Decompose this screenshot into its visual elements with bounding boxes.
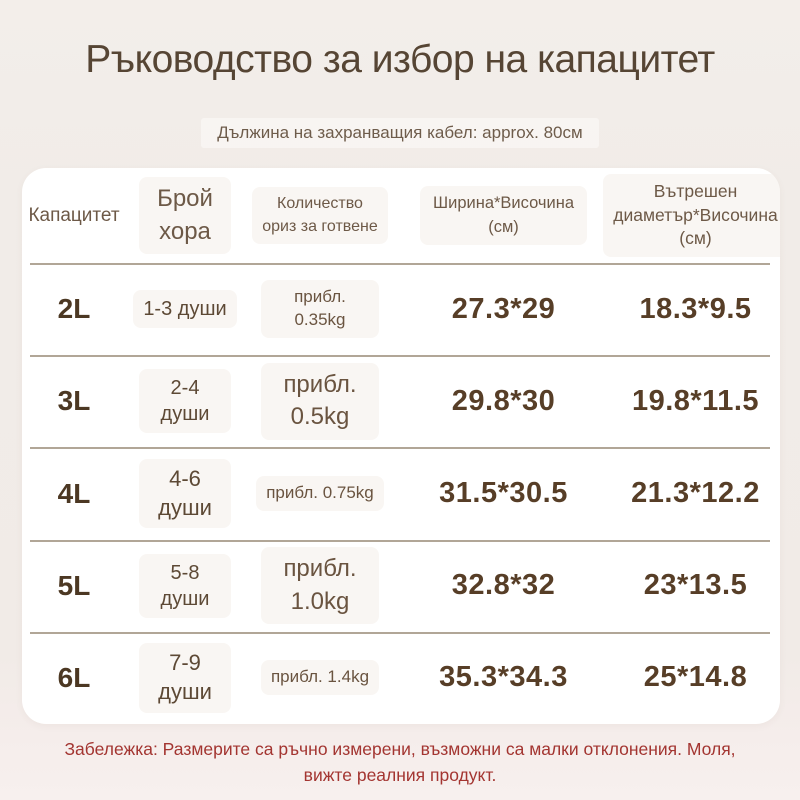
subtitle-wrap <box>0 118 800 148</box>
capacity-cell: 5L <box>57 569 91 601</box>
width-height-cell: 27.3*29 <box>451 292 556 325</box>
people-cell: 2-4 души <box>126 355 244 447</box>
page-title: Ръководство за избор на капацитет <box>85 38 715 81</box>
column-header-people: Брой хора <box>126 168 244 263</box>
people-cell: 7-9 души <box>126 632 244 724</box>
width-height-cell: 31.5*30.5 <box>439 477 568 509</box>
disclaimer-note: Забележка: Размерите са ръчно измерени, възможни са малки отклонения. Моля, вижте реалния продукт. <box>64 739 736 786</box>
inner-diameter-cell: 19.8*11.5 <box>631 384 760 417</box>
cable-length-subtitle: Дължина на захранващия кабел: approx. 80см <box>201 118 598 148</box>
capacity-cell: 6L <box>57 661 91 693</box>
inner-diameter-cell: 18.3*9.5 <box>639 292 752 325</box>
inner-diameter-cell: 21.3*12.2 <box>631 477 760 509</box>
column-header-width-height: Ширина*Височина (см) <box>396 168 611 263</box>
rice-amount-cell: прибл. 1.0kg <box>244 540 396 632</box>
width-height-cell: 32.8*32 <box>451 569 556 602</box>
capacity-table-card <box>22 168 780 724</box>
column-header-rice-amount: Количество ориз за готвене <box>244 168 396 263</box>
inner-diameter-cell: 25*14.8 <box>643 661 748 694</box>
table-row-5l <box>22 540 780 632</box>
people-cell: 4-6 души <box>126 447 244 539</box>
rice-amount-cell: прибл. 1.4kg <box>244 632 396 724</box>
people-cell: 1-3 души <box>126 263 244 355</box>
rice-amount-cell: прибл. 0.75kg <box>244 447 396 539</box>
width-height-cell: 29.8*30 <box>451 384 556 417</box>
table-row-6l <box>22 632 780 724</box>
table-header-row <box>22 168 780 263</box>
inner-diameter-cell: 23*13.5 <box>643 569 748 602</box>
table-row-4l <box>22 447 780 539</box>
column-header-inner-diameter: Вътрешен диаметър*Височина (см) <box>611 168 780 263</box>
column-header-capacity: Капацитет <box>28 204 120 226</box>
width-height-cell: 35.3*34.3 <box>439 661 568 694</box>
rice-amount-cell: прибл. 0.5kg <box>244 355 396 447</box>
capacity-cell: 4L <box>57 477 91 509</box>
table-row-3l <box>22 355 780 447</box>
capacity-cell: 2L <box>57 293 91 325</box>
table-row-2l <box>22 263 780 355</box>
capacity-cell: 3L <box>57 385 91 417</box>
rice-amount-cell: прибл. 0.35kg <box>244 263 396 355</box>
people-cell: 5-8 души <box>126 540 244 632</box>
